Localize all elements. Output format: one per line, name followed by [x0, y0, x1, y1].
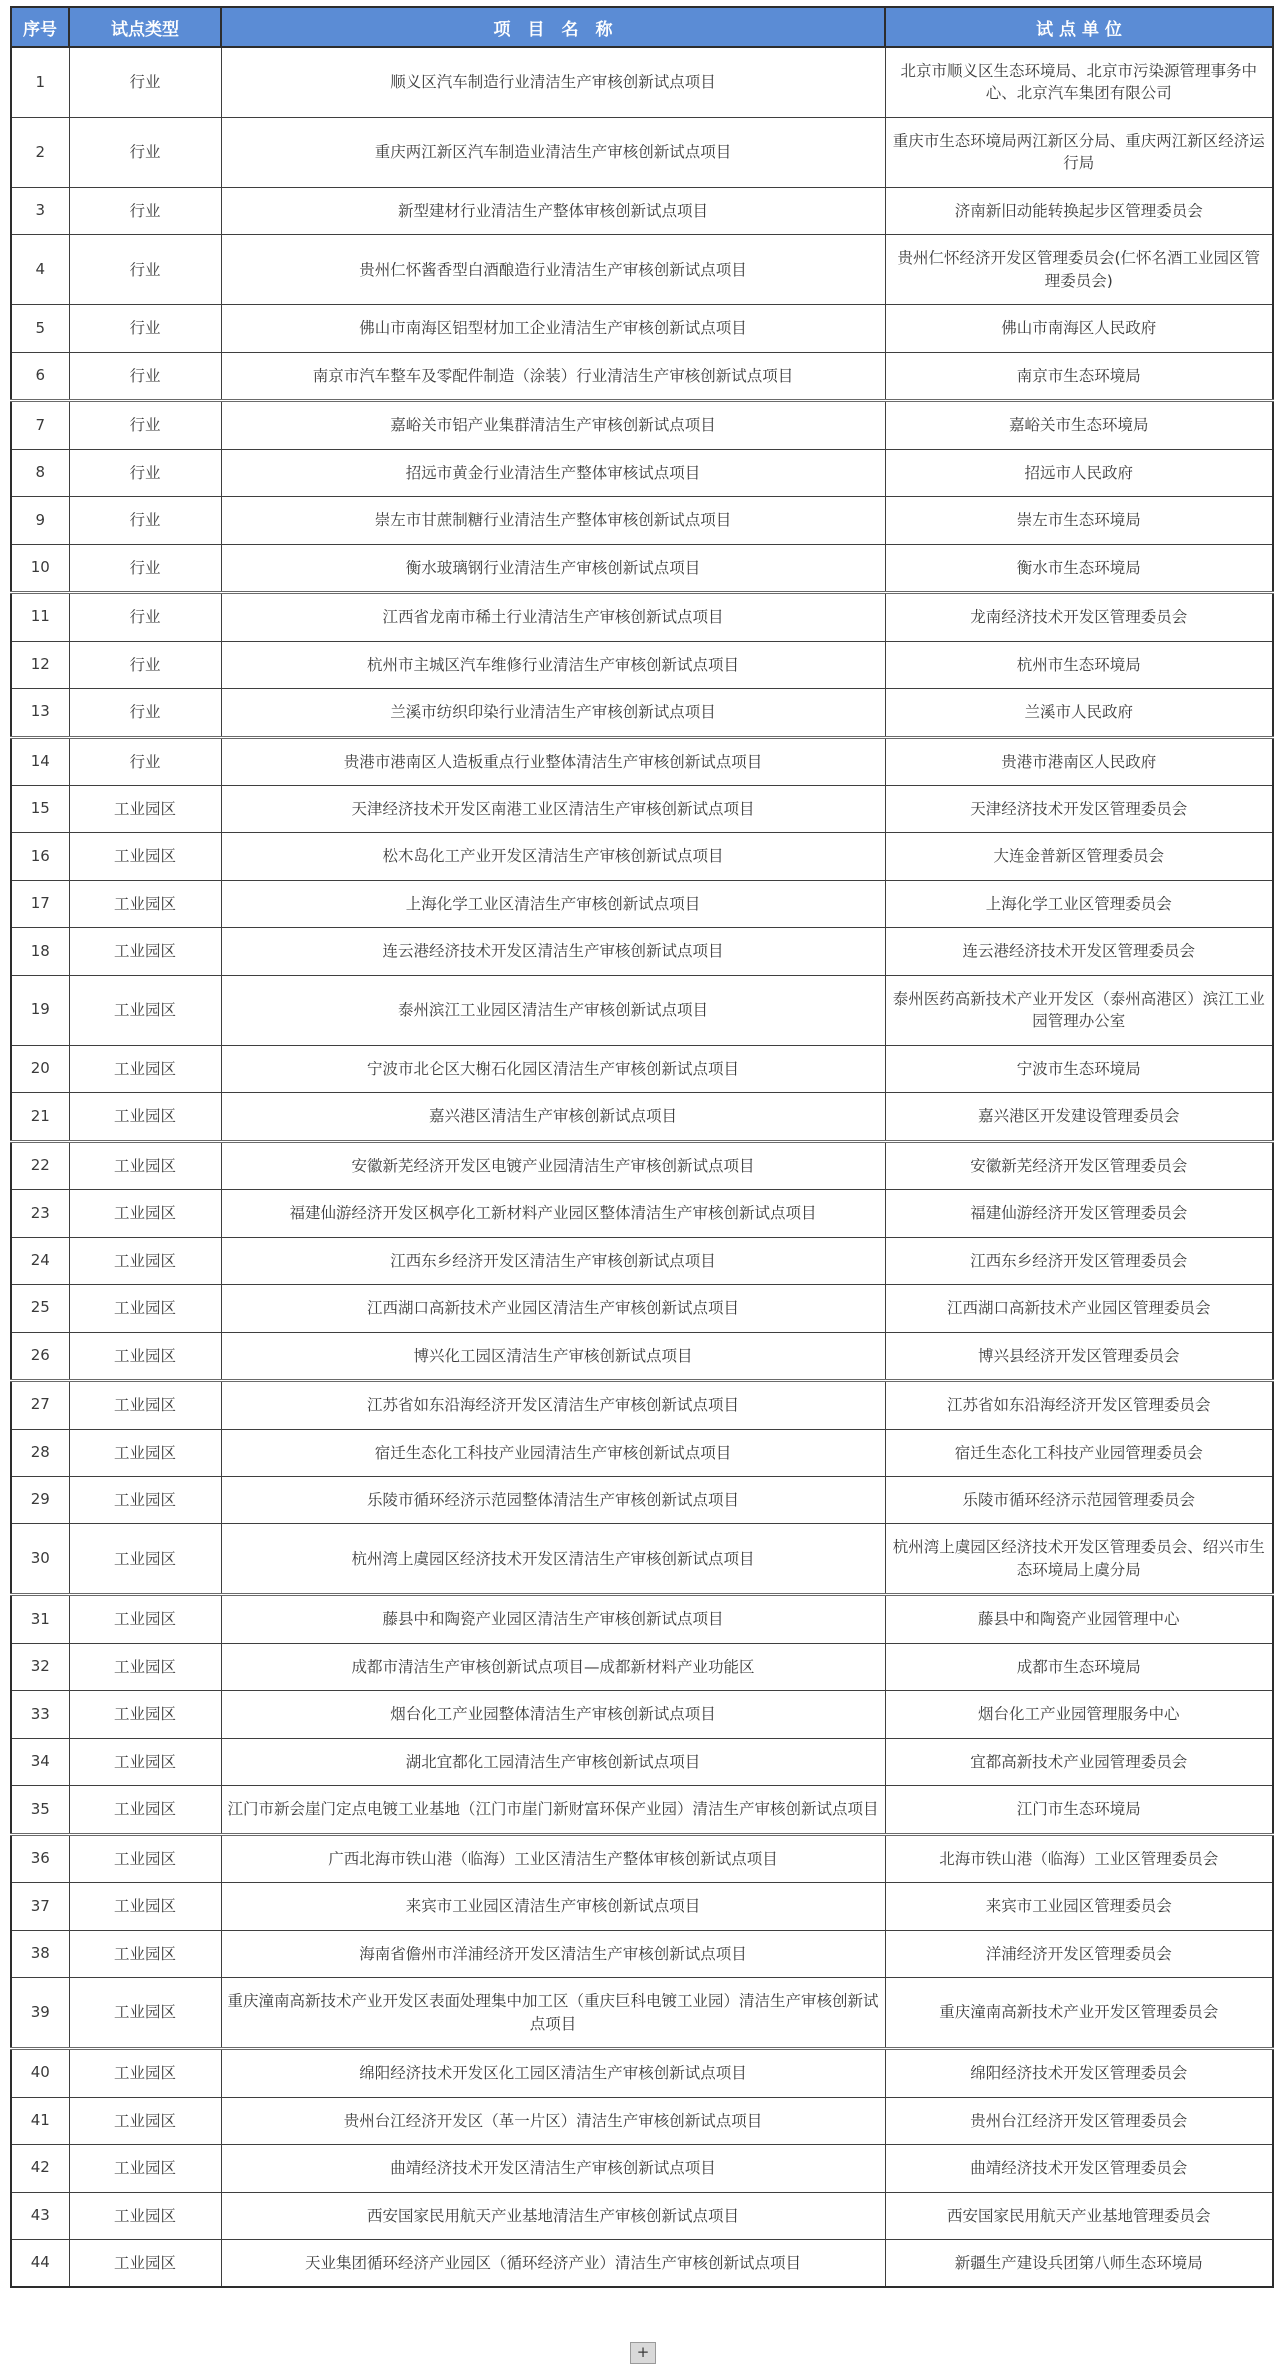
row-project-name-cell: 曲靖经济技术开发区清洁生产审核创新试点项目 [221, 2145, 885, 2192]
table-row [11, 1093, 1273, 1141]
table-row [11, 187, 1273, 234]
row-project-name-cell: 广西北海市铁山港（临海）工业区清洁生产整体审核创新试点项目 [221, 1834, 885, 1882]
table-row [11, 2049, 1273, 2097]
row-unit-cell: 江西东乡经济开发区管理委员会 [885, 1237, 1273, 1284]
row-index-cell: 38 [11, 1930, 69, 1977]
row-index-cell: 20 [11, 1045, 69, 1092]
table-row [11, 47, 1273, 117]
row-index-cell: 15 [11, 785, 69, 832]
row-project-name-cell: 烟台化工产业园整体清洁生产审核创新试点项目 [221, 1691, 885, 1738]
row-project-name-cell: 江西东乡经济开发区清洁生产审核创新试点项目 [221, 1237, 885, 1284]
table-row [11, 880, 1273, 927]
row-project-name-cell: 松木岛化工产业开发区清洁生产审核创新试点项目 [221, 833, 885, 880]
table-row [11, 1381, 1273, 1429]
row-type-cell: 工业园区 [69, 1643, 221, 1690]
row-project-name-cell: 重庆两江新区汽车制造业清洁生产审核创新试点项目 [221, 117, 885, 187]
row-type-cell: 工业园区 [69, 1093, 221, 1141]
row-type-cell: 工业园区 [69, 785, 221, 832]
row-type-cell: 行业 [69, 593, 221, 641]
row-index-cell: 39 [11, 1978, 69, 2049]
row-unit-cell: 宿迁生态化工科技产业园管理委员会 [885, 1429, 1273, 1476]
table-row [11, 1738, 1273, 1785]
table-row [11, 1595, 1273, 1643]
row-type-cell: 工业园区 [69, 1477, 221, 1524]
row-unit-cell: 烟台化工产业园管理服务中心 [885, 1691, 1273, 1738]
row-type-cell: 工业园区 [69, 1786, 221, 1834]
row-type-cell: 行业 [69, 497, 221, 544]
row-index-cell: 1 [11, 47, 69, 117]
column-header-type: 试点类型 [69, 7, 221, 47]
row-unit-cell: 绵阳经济技术开发区管理委员会 [885, 2049, 1273, 2097]
table-row [11, 1477, 1273, 1524]
row-unit-cell: 杭州湾上虞园区经济技术开发区管理委员会、绍兴市生态环境局上虞分局 [885, 1524, 1273, 1595]
row-project-name-cell: 招远市黄金行业清洁生产整体审核试点项目 [221, 449, 885, 496]
row-unit-cell: 北海市铁山港（临海）工业区管理委员会 [885, 1834, 1273, 1882]
table-body [11, 47, 1273, 2287]
row-index-cell: 8 [11, 449, 69, 496]
table-row [11, 497, 1273, 544]
row-type-cell: 行业 [69, 235, 221, 305]
row-unit-cell: 新疆生产建设兵团第八师生态环境局 [885, 2239, 1273, 2287]
table-row [11, 1524, 1273, 1595]
row-unit-cell: 大连金普新区管理委员会 [885, 833, 1273, 880]
row-project-name-cell: 来宾市工业园区清洁生产审核创新试点项目 [221, 1883, 885, 1930]
row-project-name-cell: 福建仙游经济开发区枫亭化工新材料产业园区整体清洁生产审核创新试点项目 [221, 1190, 885, 1237]
row-type-cell: 行业 [69, 187, 221, 234]
table-row [11, 1332, 1273, 1380]
row-unit-cell: 嘉峪关市生态环境局 [885, 401, 1273, 449]
row-type-cell: 工业园区 [69, 2097, 221, 2144]
row-type-cell: 工业园区 [69, 1930, 221, 1977]
row-type-cell: 工业园区 [69, 1978, 221, 2049]
row-type-cell: 行业 [69, 401, 221, 449]
row-unit-cell: 嘉兴港区开发建设管理委员会 [885, 1093, 1273, 1141]
row-index-cell: 19 [11, 975, 69, 1045]
row-index-cell: 11 [11, 593, 69, 641]
row-unit-cell: 江西湖口高新技术产业园区管理委员会 [885, 1285, 1273, 1332]
row-unit-cell: 曲靖经济技术开发区管理委员会 [885, 2145, 1273, 2192]
row-index-cell: 29 [11, 1477, 69, 1524]
row-unit-cell: 宁波市生态环境局 [885, 1045, 1273, 1092]
row-unit-cell: 来宾市工业园区管理委员会 [885, 1883, 1273, 1930]
row-type-cell: 工业园区 [69, 2239, 221, 2287]
table-row [11, 1978, 1273, 2049]
row-unit-cell: 安徽新芜经济开发区管理委员会 [885, 1141, 1273, 1189]
table-row [11, 975, 1273, 1045]
row-type-cell: 工业园区 [69, 2145, 221, 2192]
row-unit-cell: 天津经济技术开发区管理委员会 [885, 785, 1273, 832]
table-row [11, 117, 1273, 187]
row-project-name-cell: 新型建材行业清洁生产整体审核创新试点项目 [221, 187, 885, 234]
row-project-name-cell: 嘉峪关市铝产业集群清洁生产审核创新试点项目 [221, 401, 885, 449]
table-row [11, 1786, 1273, 1834]
table-row [11, 785, 1273, 832]
row-type-cell: 工业园区 [69, 880, 221, 927]
row-project-name-cell: 湖北宜都化工园清洁生产审核创新试点项目 [221, 1738, 885, 1785]
row-index-cell: 33 [11, 1691, 69, 1738]
row-project-name-cell: 兰溪市纺织印染行业清洁生产审核创新试点项目 [221, 689, 885, 737]
row-type-cell: 工业园区 [69, 1834, 221, 1882]
row-project-name-cell: 江西省龙南市稀土行业清洁生产审核创新试点项目 [221, 593, 885, 641]
row-project-name-cell: 安徽新芜经济开发区电镀产业园清洁生产审核创新试点项目 [221, 1141, 885, 1189]
table-row [11, 1691, 1273, 1738]
row-project-name-cell: 宿迁生态化工科技产业园清洁生产审核创新试点项目 [221, 1429, 885, 1476]
row-type-cell: 工业园区 [69, 1524, 221, 1595]
row-project-name-cell: 天津经济技术开发区南港工业区清洁生产审核创新试点项目 [221, 785, 885, 832]
row-unit-cell: 济南新旧动能转换起步区管理委员会 [885, 187, 1273, 234]
row-index-cell: 44 [11, 2239, 69, 2287]
row-project-name-cell: 南京市汽车整车及零配件制造（涂装）行业清洁生产审核创新试点项目 [221, 352, 885, 400]
row-project-name-cell: 杭州市主城区汽车维修行业清洁生产审核创新试点项目 [221, 641, 885, 688]
table-row [11, 1429, 1273, 1476]
row-type-cell: 工业园区 [69, 1381, 221, 1429]
row-index-cell: 41 [11, 2097, 69, 2144]
row-type-cell: 工业园区 [69, 1045, 221, 1092]
row-project-name-cell: 藤县中和陶瓷产业园区清洁生产审核创新试点项目 [221, 1595, 885, 1643]
row-index-cell: 14 [11, 737, 69, 785]
row-unit-cell: 藤县中和陶瓷产业园管理中心 [885, 1595, 1273, 1643]
row-index-cell: 34 [11, 1738, 69, 1785]
row-unit-cell: 贵州仁怀经济开发区管理委员会(仁怀名酒工业园区管理委员会) [885, 235, 1273, 305]
row-index-cell: 23 [11, 1190, 69, 1237]
row-index-cell: 4 [11, 235, 69, 305]
row-index-cell: 43 [11, 2192, 69, 2239]
row-index-cell: 36 [11, 1834, 69, 1882]
row-index-cell: 32 [11, 1643, 69, 1690]
row-type-cell: 行业 [69, 641, 221, 688]
table-row [11, 235, 1273, 305]
row-index-cell: 27 [11, 1381, 69, 1429]
table-row [11, 352, 1273, 400]
row-type-cell: 工业园区 [69, 975, 221, 1045]
row-index-cell: 24 [11, 1237, 69, 1284]
table-row [11, 2192, 1273, 2239]
table-row [11, 689, 1273, 737]
row-index-cell: 22 [11, 1141, 69, 1189]
row-project-name-cell: 崇左市甘蔗制糖行业清洁生产整体审核创新试点项目 [221, 497, 885, 544]
row-type-cell: 行业 [69, 352, 221, 400]
table-row [11, 928, 1273, 975]
row-unit-cell: 连云港经济技术开发区管理委员会 [885, 928, 1273, 975]
table-row [11, 544, 1273, 592]
row-type-cell: 行业 [69, 689, 221, 737]
column-header-project-name: 项 目 名 称 [221, 7, 885, 47]
row-project-name-cell: 绵阳经济技术开发区化工园区清洁生产审核创新试点项目 [221, 2049, 885, 2097]
row-index-cell: 35 [11, 1786, 69, 1834]
table-row [11, 401, 1273, 449]
row-index-cell: 6 [11, 352, 69, 400]
row-type-cell: 行业 [69, 737, 221, 785]
row-type-cell: 工业园区 [69, 1691, 221, 1738]
row-unit-cell: 崇左市生态环境局 [885, 497, 1273, 544]
row-unit-cell: 博兴县经济开发区管理委员会 [885, 1332, 1273, 1380]
table-row [11, 641, 1273, 688]
row-type-cell: 行业 [69, 117, 221, 187]
row-index-cell: 28 [11, 1429, 69, 1476]
row-unit-cell: 招远市人民政府 [885, 449, 1273, 496]
table-row [11, 449, 1273, 496]
row-project-name-cell: 贵港市港南区人造板重点行业整体清洁生产审核创新试点项目 [221, 737, 885, 785]
row-project-name-cell: 佛山市南海区铝型材加工企业清洁生产审核创新试点项目 [221, 305, 885, 352]
row-type-cell: 工业园区 [69, 1429, 221, 1476]
row-index-cell: 37 [11, 1883, 69, 1930]
row-unit-cell: 贵港市港南区人民政府 [885, 737, 1273, 785]
row-unit-cell: 福建仙游经济开发区管理委员会 [885, 1190, 1273, 1237]
table-header [11, 7, 1273, 47]
row-project-name-cell: 贵州台江经济开发区（革一片区）清洁生产审核创新试点项目 [221, 2097, 885, 2144]
row-index-cell: 40 [11, 2049, 69, 2097]
row-unit-cell: 贵州台江经济开发区管理委员会 [885, 2097, 1273, 2144]
row-project-name-cell: 海南省儋州市洋浦经济开发区清洁生产审核创新试点项目 [221, 1930, 885, 1977]
row-project-name-cell: 连云港经济技术开发区清洁生产审核创新试点项目 [221, 928, 885, 975]
row-index-cell: 10 [11, 544, 69, 592]
column-header-unit: 试 点 单 位 [885, 7, 1273, 47]
pilot-projects-table [10, 6, 1274, 2288]
row-index-cell: 5 [11, 305, 69, 352]
row-unit-cell: 北京市顺义区生态环境局、北京市污染源管理事务中心、北京汽车集团有限公司 [885, 47, 1273, 117]
row-unit-cell: 重庆市生态环境局两江新区分局、重庆两江新区经济运行局 [885, 117, 1273, 187]
row-index-cell: 2 [11, 117, 69, 187]
row-index-cell: 31 [11, 1595, 69, 1643]
row-index-cell: 26 [11, 1332, 69, 1380]
row-index-cell: 42 [11, 2145, 69, 2192]
table-row [11, 1834, 1273, 1882]
table-row [11, 1285, 1273, 1332]
row-type-cell: 工业园区 [69, 1285, 221, 1332]
row-project-name-cell: 杭州湾上虞园区经济技术开发区清洁生产审核创新试点项目 [221, 1524, 885, 1595]
row-unit-cell: 西安国家民用航天产业基地管理委员会 [885, 2192, 1273, 2239]
row-unit-cell: 宜都高新技术产业园管理委员会 [885, 1738, 1273, 1785]
row-type-cell: 行业 [69, 449, 221, 496]
row-unit-cell: 龙南经济技术开发区管理委员会 [885, 593, 1273, 641]
row-type-cell: 行业 [69, 305, 221, 352]
row-unit-cell: 江门市生态环境局 [885, 1786, 1273, 1834]
row-project-name-cell: 博兴化工园区清洁生产审核创新试点项目 [221, 1332, 885, 1380]
table-row [11, 2097, 1273, 2144]
row-index-cell: 9 [11, 497, 69, 544]
row-index-cell: 7 [11, 401, 69, 449]
table-row [11, 2239, 1273, 2287]
header-row [11, 7, 1273, 47]
row-unit-cell: 兰溪市人民政府 [885, 689, 1273, 737]
row-index-cell: 16 [11, 833, 69, 880]
table-row [11, 1141, 1273, 1189]
row-type-cell: 工业园区 [69, 1738, 221, 1785]
row-unit-cell: 南京市生态环境局 [885, 352, 1273, 400]
plus-button[interactable]: + [630, 2342, 656, 2364]
row-project-name-cell: 乐陵市循环经济示范园整体清洁生产审核创新试点项目 [221, 1477, 885, 1524]
row-project-name-cell: 泰州滨江工业园区清洁生产审核创新试点项目 [221, 975, 885, 1045]
row-project-name-cell: 江西湖口高新技术产业园区清洁生产审核创新试点项目 [221, 1285, 885, 1332]
row-project-name-cell: 宁波市北仑区大榭石化园区清洁生产审核创新试点项目 [221, 1045, 885, 1092]
row-type-cell: 工业园区 [69, 1595, 221, 1643]
table-row [11, 305, 1273, 352]
row-index-cell: 3 [11, 187, 69, 234]
row-unit-cell: 江苏省如东沿海经济开发区管理委员会 [885, 1381, 1273, 1429]
row-project-name-cell: 嘉兴港区清洁生产审核创新试点项目 [221, 1093, 885, 1141]
row-type-cell: 行业 [69, 47, 221, 117]
row-type-cell: 工业园区 [69, 2192, 221, 2239]
row-unit-cell: 重庆潼南高新技术产业开发区管理委员会 [885, 1978, 1273, 2049]
row-project-name-cell: 江苏省如东沿海经济开发区清洁生产审核创新试点项目 [221, 1381, 885, 1429]
row-unit-cell: 乐陵市循环经济示范园管理委员会 [885, 1477, 1273, 1524]
row-unit-cell: 衡水市生态环境局 [885, 544, 1273, 592]
table-row [11, 737, 1273, 785]
row-project-name-cell: 上海化学工业区清洁生产审核创新试点项目 [221, 880, 885, 927]
row-index-cell: 30 [11, 1524, 69, 1595]
row-unit-cell: 杭州市生态环境局 [885, 641, 1273, 688]
column-header-index: 序号 [11, 7, 69, 47]
row-index-cell: 13 [11, 689, 69, 737]
row-type-cell: 行业 [69, 544, 221, 592]
row-type-cell: 工业园区 [69, 928, 221, 975]
row-index-cell: 17 [11, 880, 69, 927]
row-type-cell: 工业园区 [69, 1332, 221, 1380]
table-row [11, 1237, 1273, 1284]
table-row [11, 2145, 1273, 2192]
row-type-cell: 工业园区 [69, 1141, 221, 1189]
row-type-cell: 工业园区 [69, 1883, 221, 1930]
table-row [11, 1883, 1273, 1930]
table-row [11, 1045, 1273, 1092]
table-row [11, 1643, 1273, 1690]
row-unit-cell: 佛山市南海区人民政府 [885, 305, 1273, 352]
row-type-cell: 工业园区 [69, 2049, 221, 2097]
row-index-cell: 18 [11, 928, 69, 975]
row-unit-cell: 上海化学工业区管理委员会 [885, 880, 1273, 927]
row-project-name-cell: 重庆潼南高新技术产业开发区表面处理集中加工区（重庆巨科电镀工业园）清洁生产审核创新试点项目 [221, 1978, 885, 2049]
row-project-name-cell: 贵州仁怀酱香型白酒酿造行业清洁生产审核创新试点项目 [221, 235, 885, 305]
table-row [11, 833, 1273, 880]
row-project-name-cell: 天业集团循环经济产业园区（循环经济产业）清洁生产审核创新试点项目 [221, 2239, 885, 2287]
row-type-cell: 工业园区 [69, 1237, 221, 1284]
row-project-name-cell: 江门市新会崖门定点电镀工业基地（江门市崖门新财富环保产业园）清洁生产审核创新试点项目 [221, 1786, 885, 1834]
row-index-cell: 21 [11, 1093, 69, 1141]
row-type-cell: 工业园区 [69, 833, 221, 880]
row-project-name-cell: 顺义区汽车制造行业清洁生产审核创新试点项目 [221, 47, 885, 117]
row-unit-cell: 泰州医药高新技术产业开发区（泰州高港区）滨江工业园管理办公室 [885, 975, 1273, 1045]
row-unit-cell: 成都市生态环境局 [885, 1643, 1273, 1690]
row-type-cell: 工业园区 [69, 1190, 221, 1237]
row-project-name-cell: 成都市清洁生产审核创新试点项目—成都新材料产业功能区 [221, 1643, 885, 1690]
table-row [11, 1190, 1273, 1237]
row-project-name-cell: 衡水玻璃钢行业清洁生产审核创新试点项目 [221, 544, 885, 592]
row-index-cell: 25 [11, 1285, 69, 1332]
table-row [11, 1930, 1273, 1977]
table-row [11, 593, 1273, 641]
pilot-projects-table-container [10, 6, 1272, 2288]
row-project-name-cell: 西安国家民用航天产业基地清洁生产审核创新试点项目 [221, 2192, 885, 2239]
row-unit-cell: 洋浦经济开发区管理委员会 [885, 1930, 1273, 1977]
row-index-cell: 12 [11, 641, 69, 688]
